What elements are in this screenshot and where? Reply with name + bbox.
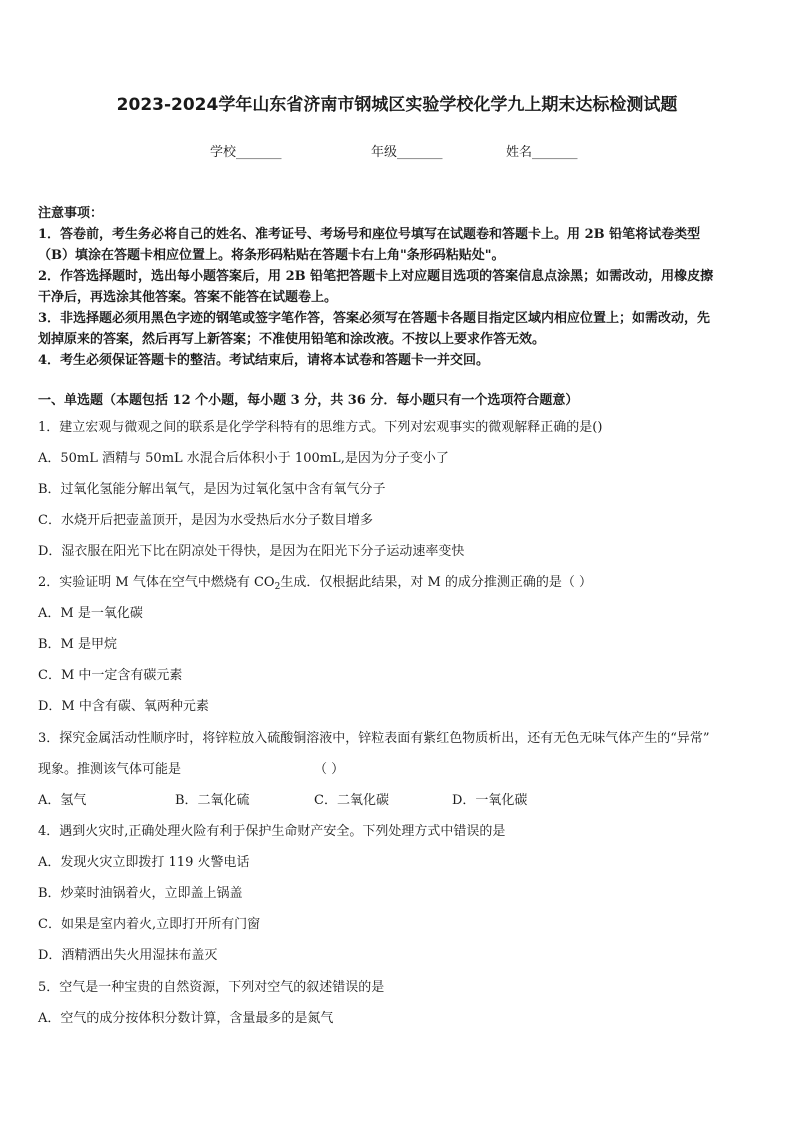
question-3-option-a: A．氢气 [38,793,87,808]
question-2-option-a: A．M 是一氧化碳 [38,606,143,621]
answer-paren: （ ） [314,762,345,777]
notice-line: （B）填涂在答题卡相应位置上。将条形码粘贴在答题卡右上角"条形码粘贴处"。 [38,248,505,263]
subscript: 2 [274,582,281,592]
question-3-stem-line1: 3．探究金属活动性顺序时，将锌粒放入硫酸铜溶液中，锌粒表面有紫红色物质析出，还有无色无味气体产生的“异常” [38,731,710,746]
question-2-stem-part: 2．实验证明 M 气体在空气中燃烧有 CO [38,575,275,590]
school-field: 学校_______ [210,145,282,160]
question-1-option-a: A．50mL 酒精与 50mL 水混合后体积小于 100mL,是因为分子变小了 [38,451,449,466]
question-4-stem: 4．遇到火灾时,正确处理火险有利于保护生命财产安全。下列处理方式中错误的是 [38,824,506,839]
notice-line: 干净后，再选涂其他答案。答案不能答在试题卷上。 [38,290,338,305]
notice-line: 划掉原来的答案，然后再写上新答案；不准使用铅笔和涂改液。不按以上要求作答无效。 [38,332,546,347]
question-2-stem [38,571,756,592]
question-4-option-b: B．炒菜时油锅着火，立即盖上锅盖 [38,886,243,901]
question-1-option-d: D．湿衣服在阳光下比在阴凉处干得快，是因为在阳光下分子运动速率变快 [38,544,465,559]
question-5-option-a: A．空气的成分按体积分数计算，含量最多的是氮气 [38,1011,334,1026]
question-1-option-b: B．过氧化氢能分解出氧气，是因为过氧化氢中含有氧气分子 [38,482,386,497]
question-1-option-c: C．水烧开后把壶盖顶开，是因为水受热后水分子数目增多 [38,513,373,528]
notice-line: 4．考生必须保证答题卡的整洁。考试结束后，请将本试卷和答题卡一并交回。 [38,353,490,368]
question-2-stem-part: 生成．仅根据此结果，对 M 的成分推测正确的是（ ） [280,575,593,590]
question-2-option-b: B．M 是甲烷 [38,637,117,652]
question-5-stem: 5．空气是一种宝贵的自然资源，下列对空气的叙述错误的是 [38,980,385,995]
question-2-option-c: C．M 中一定含有碳元素 [38,668,183,683]
section-heading: 一、单选题（本题包括 12 个小题，每小题 3 分，共 36 分．每小题只有一个选项符合题意） [38,393,579,408]
question-3-stem-text: 现象。推测该气体可能是 [38,762,182,777]
question-1-stem: 1．建立宏观与微观之间的联系是化学学科特有的思维方式。下列对宏观事实的微观解释正确的是() [38,420,603,435]
notice-heading: 注意事项： [38,206,104,221]
name-field: 姓名_______ [506,145,578,160]
notice-line: 2．作答选择题时，选出每小题答案后，用 2B 铅笔把答题卡上对应题目选项的答案信息点涂黑；如需改动，用橡皮擦 [38,269,714,284]
notice-line: 1．答卷前，考生务必将自己的姓名、准考证号、考场号和座位号填写在试题卷和答题卡上。用 2B 铅笔将试卷类型 [38,227,701,242]
notice-line: 3．非选择题必须用黑色字迹的钢笔或签字笔作答，答案必须写在答题卡各题目指定区域内相应位置上；如需改动，先 [38,311,711,326]
question-3-option-b: B．二氧化硫 [175,793,250,808]
question-4-option-c: C．如果是室内着火,立即打开所有门窗 [38,917,261,932]
question-4-option-d: D．酒精洒出失火用湿抹布盖灭 [38,948,218,963]
grade-field: 年级_______ [371,145,443,160]
exam-title: 2023-2024学年山东省济南市钢城区实验学校化学九上期末达标检测试题 [116,95,678,115]
question-3-option-d: D．一氧化碳 [452,793,528,808]
question-3-option-c: C．二氧化碳 [314,793,389,808]
question-2-option-d: D．M 中含有碳、氧两种元素 [38,699,209,714]
question-4-option-a: A．发现火灾立即拨打 119 火警电话 [38,855,250,870]
